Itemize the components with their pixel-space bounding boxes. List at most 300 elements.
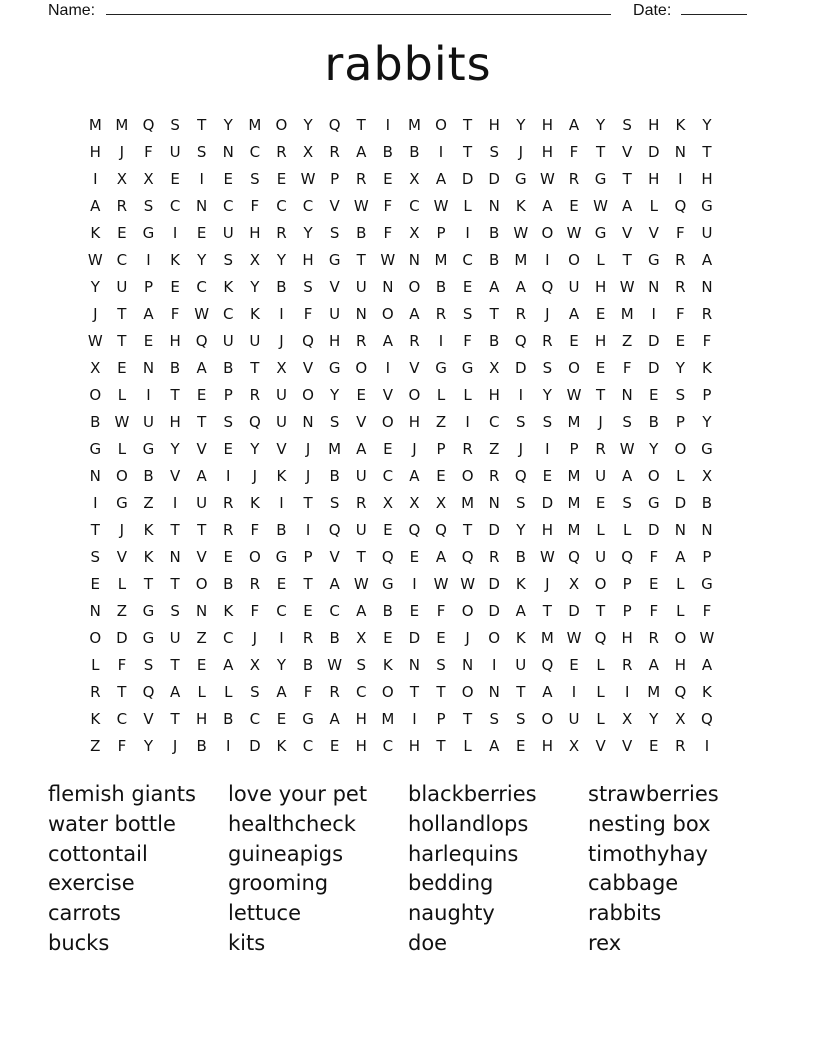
grid-letter[interactable]: S (170, 601, 180, 620)
grid-letter[interactable]: T (197, 412, 207, 431)
grid-letter[interactable]: T (143, 574, 154, 593)
grid-letter[interactable]: S (622, 493, 632, 512)
grid-letter[interactable]: L (676, 574, 685, 593)
grid-letter[interactable]: J (119, 142, 125, 161)
grid-letter[interactable]: S (356, 655, 366, 674)
grid-letter[interactable]: E (436, 466, 446, 485)
grid-letter[interactable]: Y (675, 358, 685, 377)
grid-letter[interactable]: H (169, 412, 181, 431)
grid-letter[interactable]: X (356, 628, 367, 647)
grid-letter[interactable]: J (518, 142, 524, 161)
grid-letter[interactable]: I (172, 493, 178, 512)
grid-letter[interactable]: M (407, 115, 421, 134)
grid-letter[interactable]: U (515, 655, 527, 674)
grid-letter[interactable]: Y (516, 115, 526, 134)
grid-letter[interactable]: B (701, 493, 713, 512)
grid-letter[interactable]: J (598, 412, 603, 431)
grid-letter[interactable]: G (514, 169, 527, 188)
grid-letter[interactable]: B (435, 277, 447, 296)
grid-letter[interactable]: K (223, 601, 234, 620)
grid-letter[interactable]: X (568, 736, 580, 755)
grid-letter[interactable]: F (569, 142, 579, 161)
grid-letter[interactable]: L (463, 196, 472, 215)
grid-letter[interactable]: U (249, 331, 261, 350)
grid-letter[interactable]: E (196, 223, 207, 242)
grid-letter[interactable]: F (676, 223, 685, 242)
grid-letter[interactable]: K (90, 709, 101, 728)
grid-letter[interactable]: G (701, 439, 713, 458)
grid-letter[interactable]: K (515, 574, 526, 593)
grid-letter[interactable]: R (542, 331, 553, 350)
grid-letter[interactable]: S (223, 250, 234, 269)
grid-letter[interactable]: T (409, 682, 419, 701)
grid-letter[interactable]: R (675, 250, 686, 269)
grid-letter[interactable]: B (223, 358, 234, 377)
grid-letter[interactable]: V (409, 358, 420, 377)
grid-letter[interactable]: E (649, 736, 659, 755)
grid-letter[interactable]: P (622, 601, 632, 620)
grid-letter[interactable]: R (488, 547, 500, 566)
grid-letter[interactable]: E (383, 520, 393, 539)
grid-letter[interactable]: O (461, 601, 474, 620)
grid-letter[interactable]: A (223, 655, 234, 674)
grid-letter[interactable]: A (409, 304, 420, 323)
grid-letter[interactable]: I (412, 709, 417, 728)
grid-letter[interactable]: B (223, 574, 234, 593)
grid-letter[interactable]: V (329, 277, 340, 296)
grid-letter[interactable]: F (250, 520, 260, 539)
grid-letter[interactable]: T (436, 736, 446, 755)
grid-letter[interactable]: P (675, 412, 685, 431)
grid-letter[interactable]: S (516, 493, 526, 512)
grid-letter[interactable]: W (380, 250, 396, 269)
grid-letter[interactable]: N (621, 385, 633, 404)
grid-letter[interactable]: J (172, 736, 178, 755)
grid-letter[interactable]: T (463, 709, 473, 728)
grid-letter[interactable]: Y (516, 520, 526, 539)
grid-letter[interactable]: S (462, 304, 473, 323)
name-field-line[interactable] (106, 0, 611, 15)
grid-letter[interactable]: C (116, 709, 128, 728)
grid-letter[interactable]: I (279, 304, 284, 323)
grid-letter[interactable]: R (302, 628, 314, 647)
grid-letter[interactable]: V (169, 466, 181, 485)
grid-letter[interactable]: T (622, 250, 632, 269)
grid-letter[interactable]: T (170, 574, 180, 593)
grid-letter[interactable]: E (223, 547, 233, 566)
grid-letter[interactable]: E (276, 574, 287, 593)
grid-letter[interactable]: O (408, 385, 421, 404)
grid-letter[interactable]: D (488, 574, 500, 593)
grid-letter[interactable]: G (328, 358, 341, 377)
grid-letter[interactable]: T (702, 142, 712, 161)
grid-letter[interactable]: L (649, 196, 658, 215)
grid-letter[interactable]: X (116, 169, 128, 188)
grid-letter[interactable]: M (567, 412, 581, 431)
grid-letter[interactable]: S (436, 655, 446, 674)
grid-letter[interactable]: H (648, 115, 660, 134)
grid-letter[interactable]: C (196, 277, 207, 296)
grid-letter[interactable]: P (702, 547, 712, 566)
grid-letter[interactable]: R (356, 493, 367, 512)
grid-letter[interactable]: U (329, 304, 341, 323)
grid-letter[interactable]: R (435, 304, 447, 323)
grid-letter[interactable]: U (355, 466, 367, 485)
grid-letter[interactable]: O (381, 412, 394, 431)
grid-letter[interactable]: A (515, 277, 526, 296)
grid-letter[interactable]: X (90, 358, 101, 377)
grid-letter[interactable]: V (648, 223, 659, 242)
grid-letter[interactable]: N (302, 412, 314, 431)
grid-letter[interactable]: X (409, 169, 420, 188)
grid-letter[interactable]: O (381, 304, 394, 323)
grid-letter[interactable]: B (223, 709, 234, 728)
grid-letter[interactable]: A (701, 655, 713, 674)
grid-letter[interactable]: E (649, 385, 659, 404)
grid-letter[interactable]: Y (250, 439, 260, 458)
grid-letter[interactable]: Q (195, 331, 208, 350)
grid-letter[interactable]: O (89, 385, 102, 404)
grid-letter[interactable]: A (515, 601, 526, 620)
grid-letter[interactable]: T (356, 250, 366, 269)
grid-letter[interactable]: C (302, 736, 314, 755)
grid-letter[interactable]: D (461, 169, 474, 188)
grid-letter[interactable]: R (675, 277, 686, 296)
grid-letter[interactable]: B (648, 412, 659, 431)
grid-letter[interactable]: H (594, 331, 607, 350)
grid-letter[interactable]: A (701, 250, 713, 269)
grid-letter[interactable]: D (408, 628, 421, 647)
grid-letter[interactable]: Y (303, 223, 313, 242)
grid-letter[interactable]: O (488, 628, 501, 647)
grid-letter[interactable]: L (117, 385, 127, 404)
grid-letter[interactable]: E (409, 547, 420, 566)
grid-letter[interactable]: X (302, 142, 314, 161)
grid-letter[interactable]: E (516, 736, 526, 755)
grid-letter[interactable]: G (89, 439, 102, 458)
grid-letter[interactable]: W (566, 385, 582, 404)
grid-letter[interactable]: E (196, 655, 207, 674)
grid-letter[interactable]: G (302, 709, 314, 728)
grid-letter[interactable]: Y (649, 709, 659, 728)
grid-letter[interactable]: I (491, 655, 497, 674)
grid-letter[interactable]: D (515, 358, 527, 377)
grid-letter[interactable]: F (676, 304, 685, 323)
grid-letter[interactable]: T (170, 385, 180, 404)
grid-letter[interactable]: C (409, 196, 420, 215)
grid-letter[interactable]: S (250, 682, 260, 701)
grid-letter[interactable]: E (675, 331, 686, 350)
grid-letter[interactable]: D (647, 520, 660, 539)
grid-letter[interactable]: A (675, 547, 686, 566)
grid-letter[interactable]: X (276, 358, 287, 377)
grid-letter[interactable]: D (541, 493, 554, 512)
grid-letter[interactable]: Q (328, 115, 341, 134)
grid-letter[interactable]: B (169, 358, 181, 377)
grid-letter[interactable]: C (276, 601, 287, 620)
grid-letter[interactable]: E (569, 196, 579, 215)
grid-letter[interactable]: F (117, 736, 127, 755)
grid-letter[interactable]: G (382, 574, 394, 593)
grid-letter[interactable]: B (329, 466, 340, 485)
grid-letter[interactable]: G (142, 223, 155, 242)
grid-letter[interactable]: E (356, 385, 366, 404)
grid-letter[interactable]: T (117, 682, 127, 701)
grid-letter[interactable]: I (412, 574, 417, 593)
grid-letter[interactable]: B (409, 142, 420, 161)
grid-letter[interactable]: Y (276, 250, 287, 269)
grid-letter[interactable]: M (647, 682, 661, 701)
grid-letter[interactable]: A (622, 196, 633, 215)
grid-letter[interactable]: C (276, 196, 287, 215)
grid-letter[interactable]: B (276, 520, 287, 539)
grid-letter[interactable]: E (170, 277, 180, 296)
grid-letter[interactable]: G (647, 250, 660, 269)
grid-letter[interactable]: X (249, 655, 260, 674)
grid-letter[interactable]: R (595, 439, 606, 458)
grid-letter[interactable]: B (329, 628, 340, 647)
grid-letter[interactable]: W (87, 250, 103, 269)
grid-letter[interactable]: X (143, 169, 154, 188)
grid-letter[interactable]: E (383, 169, 393, 188)
grid-letter[interactable]: L (197, 682, 206, 701)
grid-letter[interactable]: Q (514, 331, 527, 350)
grid-letter[interactable]: Y (170, 439, 180, 458)
grid-letter[interactable]: H (408, 412, 421, 431)
grid-letter[interactable]: A (196, 466, 207, 485)
grid-letter[interactable]: R (223, 520, 234, 539)
grid-letter[interactable]: T (542, 601, 552, 620)
grid-letter[interactable]: R (329, 142, 340, 161)
grid-letter[interactable]: I (678, 169, 683, 188)
grid-letter[interactable]: I (518, 385, 524, 404)
grid-letter[interactable]: Q (381, 547, 394, 566)
grid-letter[interactable]: H (621, 628, 633, 647)
grid-letter[interactable]: A (90, 196, 101, 215)
grid-letter[interactable]: P (436, 709, 446, 728)
grid-letter[interactable]: S (250, 169, 260, 188)
grid-letter[interactable]: H (541, 520, 554, 539)
grid-letter[interactable]: C (249, 709, 261, 728)
grid-letter[interactable]: F (250, 601, 260, 620)
grid-letter[interactable]: I (385, 115, 391, 134)
grid-letter[interactable]: L (436, 385, 446, 404)
grid-letter[interactable]: F (622, 358, 632, 377)
grid-letter[interactable]: Q (248, 412, 261, 431)
grid-letter[interactable]: M (514, 250, 528, 269)
grid-letter[interactable]: S (143, 655, 154, 674)
grid-letter[interactable]: L (117, 574, 127, 593)
grid-letter[interactable]: A (329, 574, 340, 593)
grid-letter[interactable]: V (356, 412, 367, 431)
grid-letter[interactable]: D (647, 358, 660, 377)
grid-letter[interactable]: Q (568, 547, 580, 566)
grid-letter[interactable]: G (701, 196, 713, 215)
grid-letter[interactable]: A (382, 331, 393, 350)
grid-letter[interactable]: E (276, 169, 287, 188)
grid-letter[interactable]: L (91, 655, 100, 674)
grid-letter[interactable]: A (329, 709, 340, 728)
grid-letter[interactable]: T (250, 358, 260, 377)
grid-letter[interactable]: I (226, 466, 231, 485)
grid-letter[interactable]: A (196, 358, 207, 377)
grid-letter[interactable]: B (302, 655, 314, 674)
grid-letter[interactable]: V (382, 385, 393, 404)
grid-letter[interactable]: L (117, 439, 127, 458)
grid-letter[interactable]: O (594, 574, 607, 593)
grid-letter[interactable]: W (593, 196, 608, 215)
grid-letter[interactable]: R (90, 682, 101, 701)
grid-letter[interactable]: Y (330, 385, 340, 404)
grid-letter[interactable]: P (436, 439, 446, 458)
grid-letter[interactable]: U (568, 709, 580, 728)
grid-letter[interactable]: T (303, 574, 313, 593)
grid-letter[interactable]: L (463, 736, 472, 755)
grid-letter[interactable]: A (169, 682, 181, 701)
grid-letter[interactable]: K (515, 628, 526, 647)
grid-letter[interactable]: O (89, 628, 102, 647)
grid-letter[interactable]: E (542, 466, 553, 485)
grid-letter[interactable]: Z (622, 331, 633, 350)
grid-letter[interactable]: I (438, 331, 444, 350)
grid-letter[interactable]: R (515, 304, 527, 323)
grid-letter[interactable]: G (701, 574, 713, 593)
grid-letter[interactable]: S (143, 196, 154, 215)
grid-letter[interactable]: R (488, 466, 500, 485)
grid-letter[interactable]: R (568, 169, 580, 188)
grid-letter[interactable]: N (196, 196, 208, 215)
grid-letter[interactable]: O (461, 466, 474, 485)
grid-letter[interactable]: Y (143, 736, 154, 755)
grid-letter[interactable]: H (169, 331, 181, 350)
grid-letter[interactable]: X (409, 223, 420, 242)
grid-letter[interactable]: U (355, 520, 367, 539)
grid-letter[interactable]: R (648, 628, 659, 647)
grid-letter[interactable]: A (435, 169, 447, 188)
grid-letter[interactable]: H (302, 250, 314, 269)
grid-letter[interactable]: I (385, 358, 391, 377)
grid-letter[interactable]: S (170, 115, 180, 134)
grid-letter[interactable]: K (170, 250, 180, 269)
grid-letter[interactable]: Y (90, 277, 100, 296)
grid-letter[interactable]: A (542, 196, 553, 215)
grid-letter[interactable]: E (649, 574, 659, 593)
grid-letter[interactable]: K (515, 196, 526, 215)
grid-letter[interactable]: Y (542, 385, 552, 404)
grid-letter[interactable]: X (701, 466, 713, 485)
grid-letter[interactable]: Q (514, 466, 527, 485)
grid-letter[interactable]: A (489, 277, 500, 296)
grid-letter[interactable]: Q (142, 682, 155, 701)
grid-letter[interactable]: I (465, 223, 470, 242)
grid-letter[interactable]: G (461, 358, 474, 377)
grid-letter[interactable]: U (222, 223, 234, 242)
grid-letter[interactable]: J (545, 304, 550, 323)
grid-letter[interactable]: M (88, 115, 102, 134)
grid-letter[interactable]: I (704, 736, 710, 755)
grid-letter[interactable]: U (595, 547, 607, 566)
grid-letter[interactable]: K (675, 115, 686, 134)
grid-letter[interactable]: I (279, 493, 284, 512)
grid-letter[interactable]: O (408, 277, 421, 296)
grid-letter[interactable]: N (89, 601, 101, 620)
grid-letter[interactable]: V (595, 736, 606, 755)
grid-letter[interactable]: Q (435, 520, 447, 539)
grid-letter[interactable]: T (595, 601, 606, 620)
grid-letter[interactable]: P (330, 169, 340, 188)
grid-letter[interactable]: M (328, 439, 342, 458)
grid-letter[interactable]: O (647, 466, 660, 485)
grid-letter[interactable]: E (329, 736, 340, 755)
grid-letter[interactable]: D (488, 169, 500, 188)
grid-letter[interactable]: F (649, 601, 659, 620)
grid-letter[interactable]: X (675, 709, 686, 728)
grid-letter[interactable]: E (276, 709, 287, 728)
grid-letter[interactable]: I (146, 250, 151, 269)
grid-letter[interactable]: C (355, 682, 367, 701)
grid-letter[interactable]: U (142, 412, 154, 431)
grid-letter[interactable]: I (305, 520, 311, 539)
grid-letter[interactable]: O (195, 574, 208, 593)
grid-letter[interactable]: P (622, 574, 632, 593)
grid-letter[interactable]: J (412, 439, 417, 458)
grid-letter[interactable]: C (169, 196, 181, 215)
grid-letter[interactable]: J (252, 466, 258, 485)
grid-letter[interactable]: S (329, 223, 340, 242)
grid-letter[interactable]: C (382, 736, 394, 755)
grid-letter[interactable]: H (541, 142, 554, 161)
grid-letter[interactable]: M (381, 709, 395, 728)
grid-letter[interactable]: L (676, 466, 685, 485)
grid-letter[interactable]: K (276, 736, 287, 755)
grid-letter[interactable]: B (489, 331, 500, 350)
grid-letter[interactable]: M (248, 115, 262, 134)
grid-letter[interactable]: D (116, 628, 128, 647)
grid-letter[interactable]: F (303, 304, 313, 323)
grid-letter[interactable]: S (622, 412, 632, 431)
grid-letter[interactable]: I (93, 493, 98, 512)
grid-letter[interactable]: U (196, 493, 208, 512)
grid-letter[interactable]: Y (303, 115, 313, 134)
grid-letter[interactable]: X (435, 493, 447, 512)
grid-letter[interactable]: M (567, 493, 581, 512)
grid-letter[interactable]: O (115, 466, 128, 485)
grid-letter[interactable]: T (90, 520, 100, 539)
grid-letter[interactable]: F (702, 331, 712, 350)
grid-letter[interactable]: Q (701, 709, 713, 728)
grid-letter[interactable]: A (489, 736, 500, 755)
grid-letter[interactable]: N (461, 655, 474, 674)
grid-letter[interactable]: R (701, 304, 713, 323)
grid-letter[interactable]: Y (223, 115, 233, 134)
grid-letter[interactable]: J (279, 331, 284, 350)
grid-letter[interactable]: C (223, 304, 234, 323)
grid-letter[interactable]: M (461, 493, 475, 512)
grid-letter[interactable]: T (516, 682, 526, 701)
grid-letter[interactable]: R (276, 223, 287, 242)
grid-letter[interactable]: N (701, 520, 713, 539)
grid-letter[interactable]: D (568, 601, 580, 620)
grid-letter[interactable]: T (170, 709, 180, 728)
grid-letter[interactable]: Z (489, 439, 500, 458)
grid-letter[interactable]: L (622, 520, 632, 539)
grid-letter[interactable]: O (568, 250, 580, 269)
grid-letter[interactable]: I (226, 736, 231, 755)
grid-letter[interactable]: T (595, 385, 606, 404)
grid-letter[interactable]: O (275, 115, 288, 134)
grid-letter[interactable]: I (93, 169, 98, 188)
grid-letter[interactable]: N (674, 520, 686, 539)
